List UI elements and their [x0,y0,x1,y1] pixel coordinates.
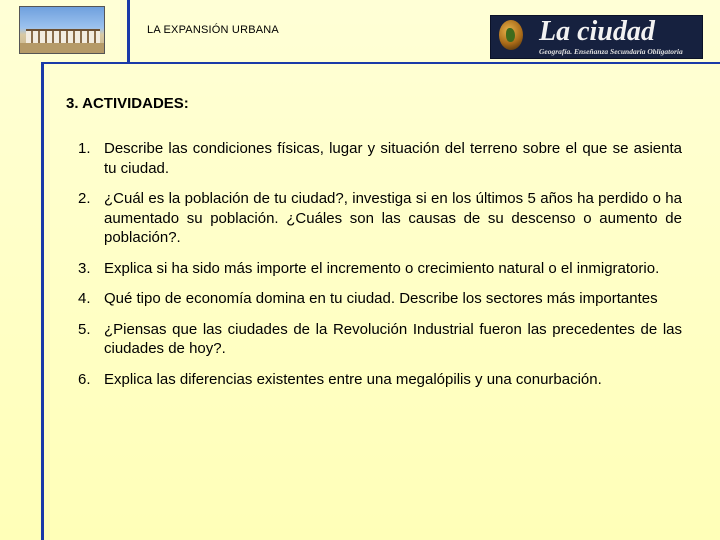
activity-list [78,139,682,400]
page-header-title: LA EXPANSIÓN URBANA [147,24,279,36]
activity-number: 2. [78,190,91,207]
activity-text: Explica las diferencias existentes entre una megalópilis y una conurbación. [104,370,602,388]
activity-text: Qué tipo de economía domina en tu ciudad. Describe los sectores más importantes [104,290,658,307]
horizontal-rule [41,62,720,64]
activity-item-1 [78,139,682,178]
logo-subtitle: Geografía. Enseñanza Secundaria Obligatoria [539,47,683,56]
left-margin-rule [41,62,44,540]
la-ciudad-logo [490,15,703,59]
activity-number: 5. [78,320,91,338]
activity-text: Explica si ha sido más importe el incremento o crecimiento natural o el inmigratorio. [104,259,660,277]
header-divider [127,0,130,64]
activity-item-6 [78,370,682,390]
globe-icon [499,20,523,50]
activity-number: 4. [78,290,91,307]
activity-text: ¿Piensas que las ciudades de la Revolución Industrial fueron las precedentes de las ciudades de hoy?. [104,320,682,357]
section-heading: 3. ACTIVIDADES: [66,95,189,112]
activity-item-2 [78,189,682,248]
activity-item-3 [78,259,682,279]
activity-text: ¿Cuál es la población de tu ciudad?, investiga si en los últimos 5 años ha perdido o ha aumentado su población. ¿Cuáles son las causas de su descenso o aumento de población?. [104,190,682,246]
activity-item-4 [78,289,682,309]
activity-item-5 [78,320,682,359]
activity-number: 3. [78,259,91,277]
activity-number: 6. [78,370,91,388]
building-photo [19,6,105,54]
logo-title: La ciudad [539,16,655,47]
activity-text: Describe las condiciones físicas, lugar y situación del terreno sobre el que se asienta tu ciudad. [104,140,682,177]
ground-shape [20,43,104,53]
activity-number: 1. [78,140,91,157]
